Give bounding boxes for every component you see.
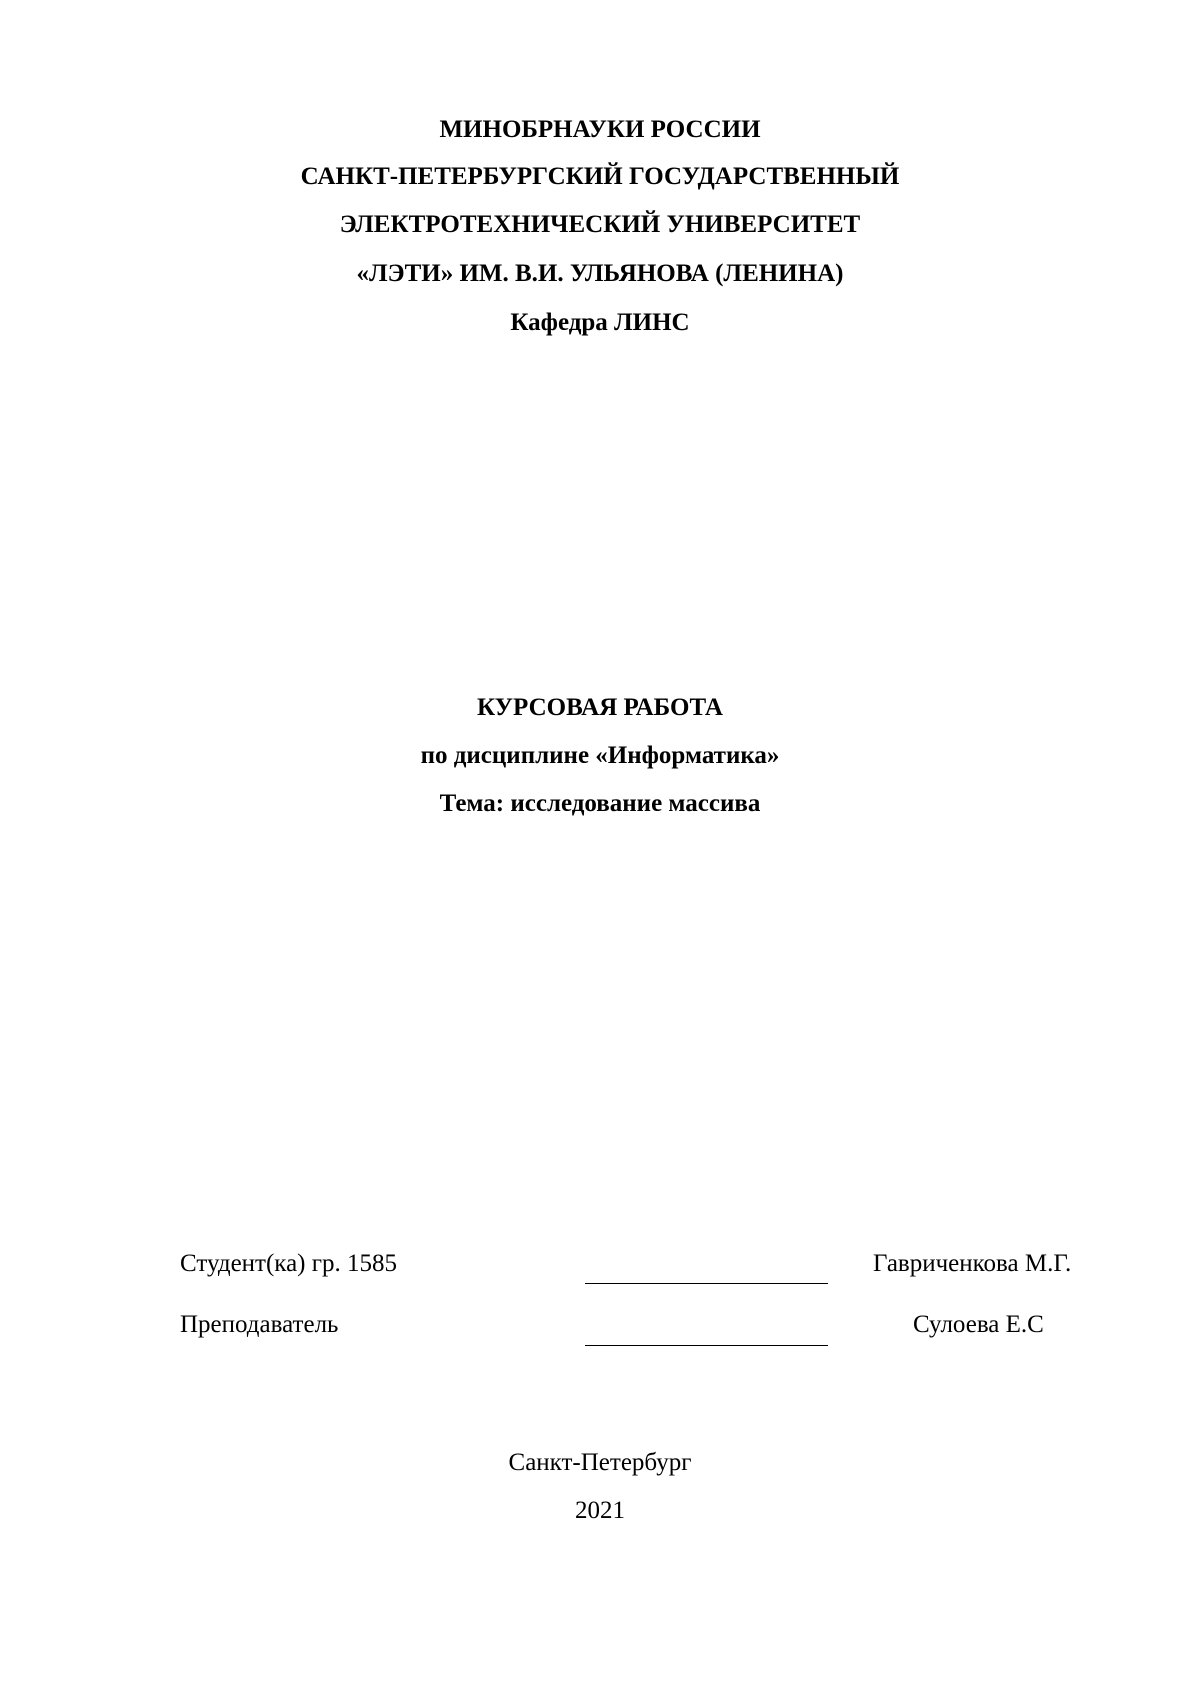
work-type-title: КУРСОВАЯ РАБОТА bbox=[477, 694, 723, 721]
university-name-line-2: ЭЛЕКТРОТЕХНИЧЕСКИЙ УНИВЕРСИТЕТ bbox=[339, 211, 861, 238]
discipline-line: по дисциплине «Информатика» bbox=[420, 742, 780, 769]
university-name-line-3: «ЛЭТИ» ИМ. В.И. УЛЬЯНОВА (ЛЕНИНА) bbox=[356, 260, 844, 287]
ministry-heading: МИНОБРНАУКИ РОССИИ bbox=[439, 116, 761, 143]
university-name-line-1: САНКТ-ПЕТЕРБУРГСКИЙ ГОСУДАРСТВЕННЫЙ bbox=[300, 163, 900, 190]
department-name: Кафедра ЛИНС bbox=[510, 309, 690, 336]
student-name: Гавриченкова М.Г. bbox=[873, 1250, 1072, 1277]
teacher-signature-line bbox=[585, 1345, 828, 1346]
year: 2021 bbox=[575, 1497, 625, 1524]
teacher-name: Сулоева Е.С bbox=[913, 1311, 1044, 1338]
student-label: Студент(ка) гр. 1585 bbox=[180, 1250, 398, 1277]
city: Санкт-Петербург bbox=[508, 1449, 692, 1476]
student-signature-line bbox=[585, 1283, 828, 1284]
topic-line: Тема: исследование массива bbox=[439, 790, 761, 817]
teacher-label: Преподаватель bbox=[180, 1311, 339, 1338]
